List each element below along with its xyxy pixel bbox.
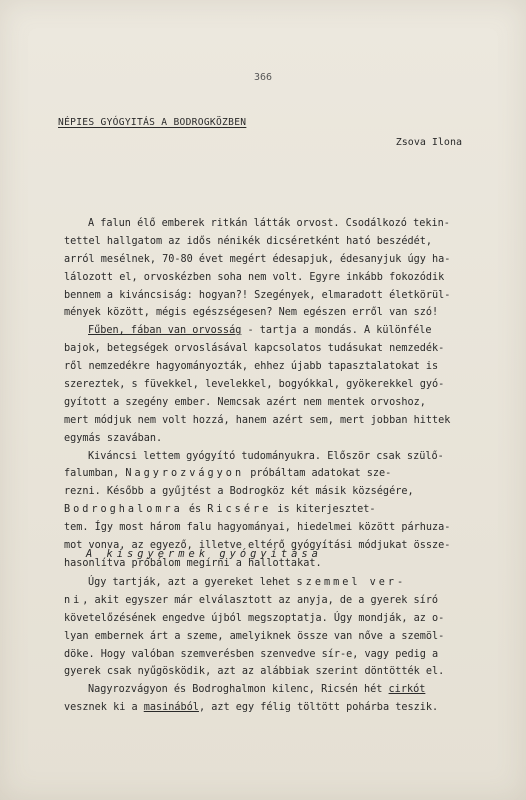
text-fragment: - tartja a mondás. A különféle [241,325,432,337]
village-name: Ricsére [207,504,272,516]
text-line: követelőzésének engedve újból megszoptatja. Úgy mondják, az o- [64,612,445,624]
text-fragment: , azt egy félig töltött pohárba teszik. [198,702,439,714]
text-fragment: vesznek ki a [64,702,144,714]
text-fragment: is kiterjesztet- [271,504,376,516]
text-fragment: próbáltam adatokat sze- [244,468,392,480]
text-line: döke. Hogy valóban szemverésben szenvedve sír-e, vagy pedig a [64,648,439,660]
text-line: bajok, betegségek orvoslásával kapcsolatos tudásukat nemzedék- [64,343,445,355]
text-line: tettel hallgatom az idős nénikék dicséretként ható beszédét, [64,235,433,247]
text-line: hasonlítva próbálom megírni a hallottakat. [64,557,322,569]
text-fragment: és [182,504,208,516]
body-text [64,574,474,717]
text-line: mények között, mégis egészségesen? Nem egészen erről van szó! [64,307,439,319]
text-line [64,465,474,483]
text-line: egymás szavában. [64,432,163,444]
text-line [64,322,474,340]
village-name: Nagyrozvágyon [125,468,245,480]
page-number: 366 [253,72,273,83]
text-line [64,574,474,592]
text-line: mot vonva, az egyező, illetve eltérő gyógyítási módjukat össze- [64,540,451,552]
text-line: lálozott el, orvoskézben soha nem volt. Egyre inkább fokozódik [64,271,445,283]
section-heading: A kisgyermek gyógyítása [86,548,322,560]
text-line: szereztek, s füvekkel, levelekkel, bogyókkal, gyökerekkel gyó- [64,379,445,391]
text-line [64,699,474,717]
village-name: Bodroghalomra [64,504,183,516]
text-line [64,681,474,699]
text-line: tem. Így most három falu hagyományai, hiedelmei között párhuza- [64,522,451,534]
text-line: gyított a szegény ember. Nemcsak azért nem mentek orvoshoz, [64,396,426,408]
text-line [64,501,474,519]
author-name: Zsova Ilona [395,137,462,148]
emphasized-saying: Fűben, fában van orvosság [88,325,242,337]
spaced-term: ni [64,594,83,606]
text-line: Kiváncsi lettem gyógyító tudományukra. Először csak szülő- [88,450,444,462]
text-fragment: falumban, [64,468,126,480]
text-line: mert módjuk nem volt hozzá, hanem azért sem, mert jobban hittek [64,414,451,426]
text-fragment: Úgy tartják, azt a gyereket lehet [88,577,297,588]
text-fragment: Nagyrozvágyon és Bodroghalmon kilenc, Ricsén hét [88,684,389,696]
spaced-term: szemmel ver- [296,577,407,588]
text-line: A falun élő emberek ritkán látták orvost. Csodálkozó tekin- [88,218,450,229]
text-line: bennem a kiváncsiság: hogyan?! Szegények, elmaradott életkörül- [64,289,451,301]
article-title: NÉPIES GYÓGYITÁS A BODROGKÖZBEN [58,117,247,128]
underlined-term: cirkót [388,684,426,696]
text-line: ről nemzedékre hagyományozták, ehhez újabb tapasztalatokat is [64,361,439,373]
text-line [64,592,474,610]
text-line: rezni. Később a gyűjtést a Bodrogköz két másik községére, [64,486,414,498]
underlined-term: masinából [143,702,199,714]
text-line: lyan embernek árt a szeme, amelyiknek össze van nőve a szemöl- [64,630,445,642]
body-text [64,215,474,573]
text-line: gyerek csak nyűgösködik, azt az alábbiak szerint döntötték el. [64,666,445,678]
text-line: arról mesélnek, 70-80 évet megért édesapjuk, édesanyjuk úgy ha- [64,253,451,265]
text-fragment: , akit egyszer már elválasztott az anyja, de a gyerek síró [82,594,439,606]
